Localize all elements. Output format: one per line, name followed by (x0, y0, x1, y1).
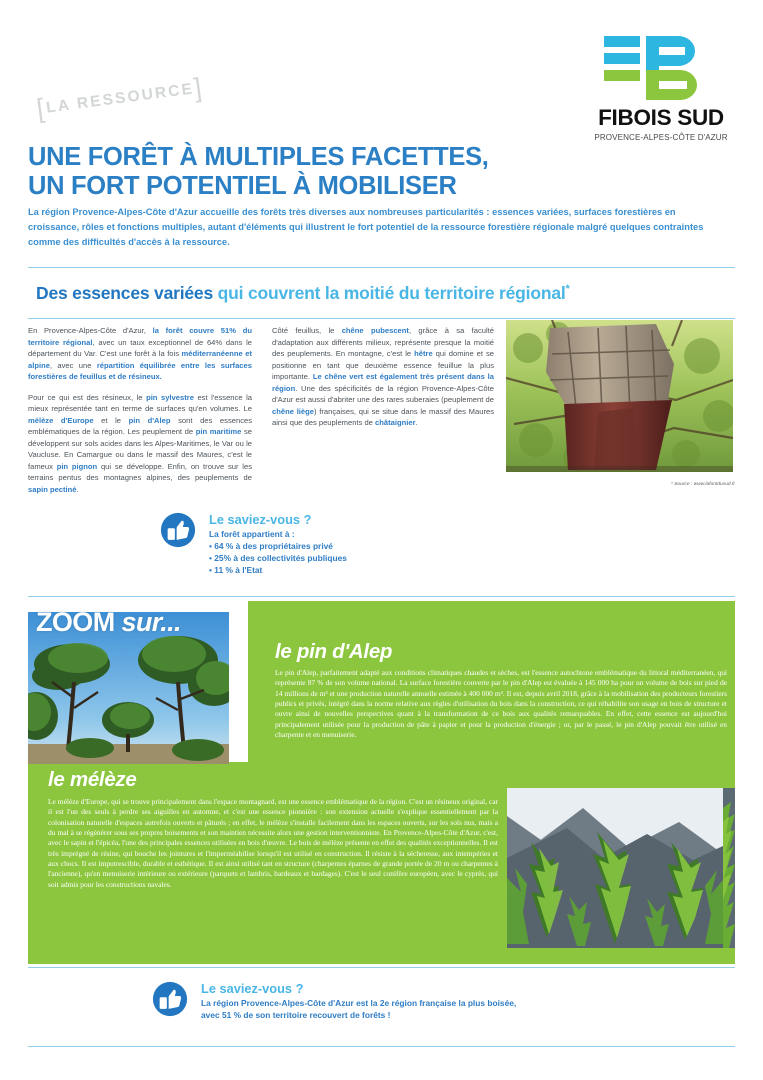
text-run: . (415, 418, 418, 428)
subsection-title-meleze: le mélèze (48, 768, 137, 791)
highlight-run: Le chêne vert est également très présent dans la région (272, 372, 494, 393)
paragraph (272, 325, 494, 429)
fibois-sud-logo (585, 32, 737, 142)
subsection-body-alep: Le pin d'Alep, parfaitement adapté aux conditions climatiques chaudes et sèches, est l'essence autochtone emblématique du littoral méditerranéen, qui représente 87 % de son volume national. La surface forestière couverte par le pin d'Alep est évaluée à 145 000 ha pour un volume de bois sur pied de 14 millions de m³ et une production naturelle annuelle estimée à 400 000 m³. Il est, depuis avril 2018, grâce à la mobilisation des producteurs forestiers publics et privés, intégré dans la norme relative aux règles d'utilisation du bois dans la construction, ce qui réhabilite son usage en bois de structure et ouvre ainsi de nouvelles perspectives quant à la transformation de ce bois aux qualités remarquables. En effet, cette essence est aujourd'hui principalement utilisée pour la production de pâte à papier et pour la production d'énergie ; or, par le passé, le pin d'Alep pouvait être utilisé en charpente et en menuiserie. (275, 668, 727, 739)
text-run: Côté feuillus, le (272, 326, 342, 335)
zoom-label-italic: sur... (114, 607, 181, 637)
divider-bottom (28, 1046, 735, 1047)
logo-tagline: PROVENCE-ALPES-CÔTE D'AZUR (594, 131, 728, 142)
ribbon-text: LA RESSOURCE (45, 80, 196, 117)
meleze-image (507, 788, 723, 948)
did-you-know-line: La région Provence-Alpes-Côte d'Azur est la 2e région française la plus boisée, (201, 998, 517, 1009)
text-run: , avec un taux exceptionnel de 64% dans le département du Var. C'est une forêt à la fois (28, 337, 252, 359)
text-run: . (76, 484, 79, 494)
bracket-close-icon: ] (192, 72, 206, 104)
text-run: qui domine et se positionne en tant que deuxième essence feuillue la plus importante. (272, 349, 494, 382)
divider-before-zoom (28, 596, 735, 597)
page-title-line2: UN FORT POTENTIEL À MOBILISER (28, 171, 457, 200)
text-run: Pour ce qui est des résineux, le (28, 392, 147, 402)
divider-under-heading (28, 318, 735, 319)
highlight-run: répartition équilibrée entre les surfaces forestières de feuillus et de résineux. (28, 360, 252, 382)
did-you-know-body (201, 998, 516, 1022)
meleze-photo-edge-strip (723, 788, 735, 948)
did-you-know-body (209, 529, 347, 577)
did-you-know-box-bottom (152, 981, 516, 1022)
did-you-know-text-top (209, 512, 347, 577)
page-title (28, 143, 588, 200)
highlight-run: châtaignier (375, 418, 416, 428)
text-run: et le (93, 415, 129, 425)
page-title-line1: UNE FORÊT À MULTIPLES FACETTES, (28, 143, 489, 171)
meleze-photo (507, 788, 723, 948)
divider-after-zoom (28, 967, 735, 968)
did-you-know-heading: Le saviez-vous ? (209, 512, 312, 527)
cork-oak-photo (506, 320, 733, 472)
highlight-run: mélèze d'Europe (28, 415, 94, 425)
text-run: . Une des spécificités de la région Provence-Alpes-Côte d'Azur est aussi d'abriter une des rares suberaies (peuplement de (272, 383, 494, 405)
section-heading-strong: Des essences variées (36, 283, 213, 303)
did-you-know-box-top (160, 512, 347, 577)
bracket-open-icon: [ (34, 92, 49, 124)
text-run: sont des essences emblématiques de la région. Les peuplement de (28, 415, 253, 437)
text-run: est l'essence la mieux représentée tant en terme de surfaces qu'en volumes. Le (28, 392, 252, 414)
highlight-run: pin maritime (195, 427, 242, 437)
highlight-run: pin sylvestre (146, 392, 194, 402)
highlight-run: méditerranéenne et alpine (28, 349, 252, 370)
did-you-know-bullet: • 11 % à l'Etat (209, 564, 263, 575)
paragraph (28, 325, 252, 383)
highlight-run: la forêt couvre 51% du territoire régional (28, 326, 252, 347)
highlight-run: sapin pectiné (28, 484, 77, 494)
text-run: , avec une (49, 360, 97, 370)
intro-paragraph: La région Provence-Alpes-Côte d'Azur accueille des forêts très diverses aux nombreuses particularités : essences variées, surfaces forestières en croissance, rôles et fonctions multiples, autant d'éléments qui illustrent le fort potentiel de la ressource forestière régionale malgré quelques contraintes comme des difficultés d'accès à la ressource. (28, 207, 704, 248)
thumbs-up-icon (160, 512, 196, 548)
did-you-know-bullet: • 25% à des collectivités publiques (209, 552, 347, 563)
zoom-label-bold: ZOOM (36, 607, 115, 637)
did-you-know-text-bottom (201, 981, 516, 1022)
text-run: , grâce à sa faculté d'adaptation aux différents milieux, représente presque la moitié des peuplements. En montagne, c'est le (272, 326, 494, 359)
logo-wordmark: FIBOIS SUD (598, 105, 724, 130)
essences-column-left (28, 325, 252, 504)
did-you-know-heading: Le saviez-vous ? (201, 981, 304, 996)
subsection-title-alep: le pin d'Alep (275, 640, 393, 663)
did-you-know-line: La forêt appartient à : (209, 529, 295, 540)
highlight-run: chêne liège (272, 406, 314, 416)
section-heading-rest: qui couvrent la moitié du territoire régional (212, 283, 566, 303)
text-run: se développent sur sols acides dans les Alpes-Maritimes, le Var ou le Vaucluse. En Camargue ou dans le massif des Maures, c'est le fameux (28, 427, 252, 471)
did-you-know-bullet: • 64 % à des propriétaires privé (209, 540, 333, 551)
ribbon-label (35, 72, 206, 125)
text-run: En Provence-Alpes-Côte d'Azur, (28, 326, 153, 335)
highlight-run: chêne pubescent (341, 326, 409, 335)
subsection-body-meleze: Le mélèze d'Europe, qui se trouve principalement dans l'espace montagnard, est une essence emblématique de la région. C'est un résineux original, car il est l'un des seuls à perdre ses aiguilles en automne, et c'est une essence pionnière : son extension actuelle s'explique essentiellement par la colonisation naturelle d'espaces autrefois ouverts et pâturés ; en effet, le mélèze s'installe facilement dans les espaces ouverts, sur les sols nus, mais a du mal à se régénérer sous ses propres boisements et son maintien nécessite alors une gestion interventionniste. En Provence-Alpes-Côte d'Azur, c'est, avec le sapin et l'épicéa, l'une des principales essences utilisées en bois d'œuvre. Le bois de mélèze présente en effet des qualités exceptionnelles. Il est très imprégné de résine, qui bouche les jointures et l'imperméabilise lorsqu'il est utilisé en construction. Il résiste à la sécheresse, aux intempéries et aux chocs. Il est imputrescible, durable et esthétique. Il est ainsi utilisé tant en structure (charpentes éparnes de grande portée de 20 m ou charpentes à l'ancienne), qu'en menuiserie intérieure ou extérieure (parquets et lambris, bardeaux et bardages). C'est le seul conifère européen, avec le cyprès, qui soit admis pour les constructions navales. (48, 797, 498, 889)
did-you-know-line: avec 51 % de son territoire recouvert de forêts ! (201, 1009, 391, 1020)
section-heading-footnote-marker: * (565, 283, 570, 296)
cork-oak-image (506, 320, 733, 472)
source-footnote: * Source : www.lafontdusud.fr (670, 482, 735, 487)
thumbs-up-icon (152, 981, 188, 1017)
section-heading-essences (36, 283, 570, 304)
divider-top (28, 267, 735, 268)
paragraph (28, 392, 252, 496)
essences-column-middle (272, 325, 494, 438)
meleze-edge-image (723, 788, 735, 948)
fibois-monogram-icon (602, 32, 720, 104)
highlight-run: pin pignon (56, 461, 98, 471)
text-run: qui se développe. Enfin, on trouve sur les terrains pentus des montagnes alpines, des peuplements de (28, 461, 252, 483)
text-run: ) françaises, qui se situe dans le massif des Maures ainsi que des peuplements de (272, 406, 494, 428)
highlight-run: hêtre (414, 349, 433, 359)
highlight-run: pin d'Alep (128, 415, 171, 425)
zoom-label (36, 607, 181, 638)
